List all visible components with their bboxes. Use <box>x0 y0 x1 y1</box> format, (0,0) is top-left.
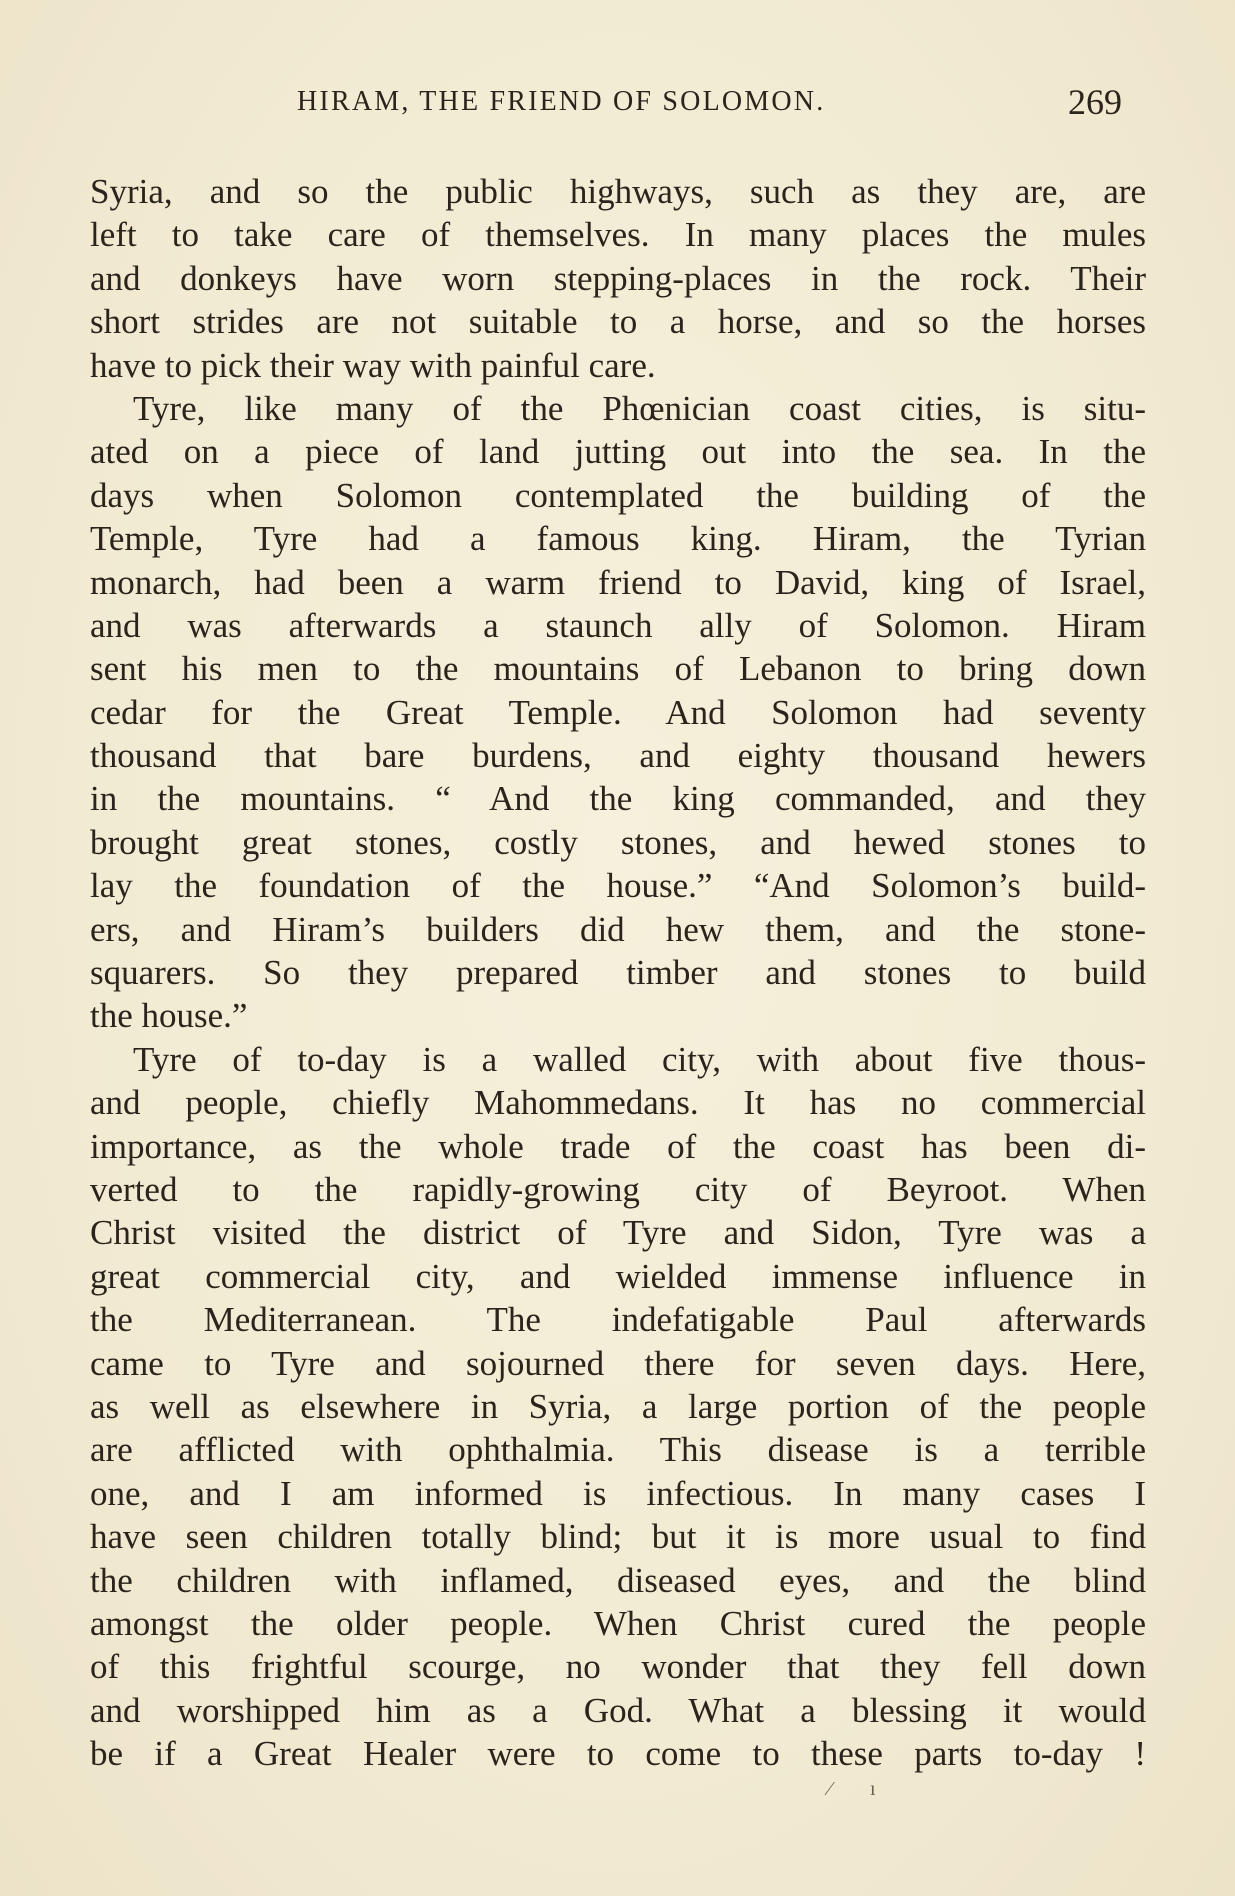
text-line: are afflicted with ophthalmia. This disease is a terrible <box>90 1430 1146 1470</box>
text-line: short strides are not suitable to a horse, and so the horses <box>90 302 1146 342</box>
text-line: have to pick their way with painful care. <box>90 345 656 385</box>
text-line: days when Solomon contemplated the building of the <box>90 475 1146 515</box>
text-line: the Mediterranean. The indefatigable Paul afterwards <box>90 1300 1146 1340</box>
text-line: the house.” <box>90 996 248 1036</box>
text-line: one, and I am informed is infectious. In many cases I <box>90 1473 1146 1513</box>
text-line: as well as elsewhere in Syria, a large portion of the people <box>90 1386 1146 1426</box>
page-number: 269 <box>1068 82 1122 122</box>
text-line: ated on a piece of land jutting out into the sea. In the <box>90 432 1146 472</box>
running-head <box>0 84 1235 124</box>
text-line: Syria, and so the public highways, such as they are, are <box>90 172 1146 211</box>
text-line: brought great stones, costly stones, and hewed stones to <box>90 822 1146 862</box>
text-line: importance, as the whole trade of the coast has been di- <box>90 1126 1146 1166</box>
text-line: squarers. So they prepared timber and stones to build <box>90 953 1146 993</box>
text-line: ers, and Hiram’s builders did hew them, and the stone- <box>90 909 1146 949</box>
running-title: HIRAM, THE FRIEND OF SOLOMON. <box>297 86 826 117</box>
text-line: and was afterwards a staunch ally of Solomon. Hiram <box>90 605 1146 645</box>
text-line: left to take care of themselves. In many places the mules <box>90 215 1146 255</box>
text-line: Christ visited the district of Tyre and Sidon, Tyre was a <box>90 1213 1146 1253</box>
text-line: cedar for the Great Temple. And Solomon had seventy <box>90 692 1146 732</box>
text-line: and donkeys have worn stepping-places in the rock. Their <box>90 258 1146 298</box>
text-line: Temple, Tyre had a famous king. Hiram, the Tyrian <box>90 519 1146 559</box>
body-text <box>90 170 1146 1775</box>
text-line: have seen children totally blind; but it is more usual to find <box>90 1517 1146 1557</box>
text-line: and people, chiefly Mahommedans. It has no commercial <box>90 1083 1146 1123</box>
text-line: came to Tyre and sojourned there for seven days. Here, <box>90 1343 1146 1383</box>
text-line: Tyre of to-day is a walled city, with about five thous- <box>133 1039 1146 1079</box>
text-line: the children with inflamed, diseased eyes, and the blind <box>90 1560 1146 1600</box>
text-line: sent his men to the mountains of Lebanon to bring down <box>90 649 1146 689</box>
text-line: great commercial city, and wielded immense influence in <box>90 1256 1146 1296</box>
text-line: amongst the older people. When Christ cured the people <box>90 1603 1146 1643</box>
footer-mark: ⁄ <box>828 1778 832 1800</box>
text-line: verted to the rapidly-growing city of Beyroot. When <box>90 1169 1146 1209</box>
text-line: in the mountains. “ And the king commanded, and they <box>90 779 1146 819</box>
text-line: lay the foundation of the house.” “And Solomon’s build- <box>90 866 1146 906</box>
text-line: and worshipped him as a God. What a blessing it would <box>90 1690 1146 1730</box>
text-line: of this frightful scourge, no wonder that they fell down <box>90 1647 1146 1687</box>
text-line: monarch, had been a warm friend to David, king of Israel, <box>90 562 1146 602</box>
footer-mark: ı <box>870 1778 876 1800</box>
text-line: thousand that bare burdens, and eighty thousand hewers <box>90 736 1146 776</box>
text-line: Tyre, like many of the Phœnician coast cities, is situ- <box>133 388 1146 428</box>
text-line: be if a Great Healer were to come to these parts to-day ! <box>90 1734 1146 1774</box>
